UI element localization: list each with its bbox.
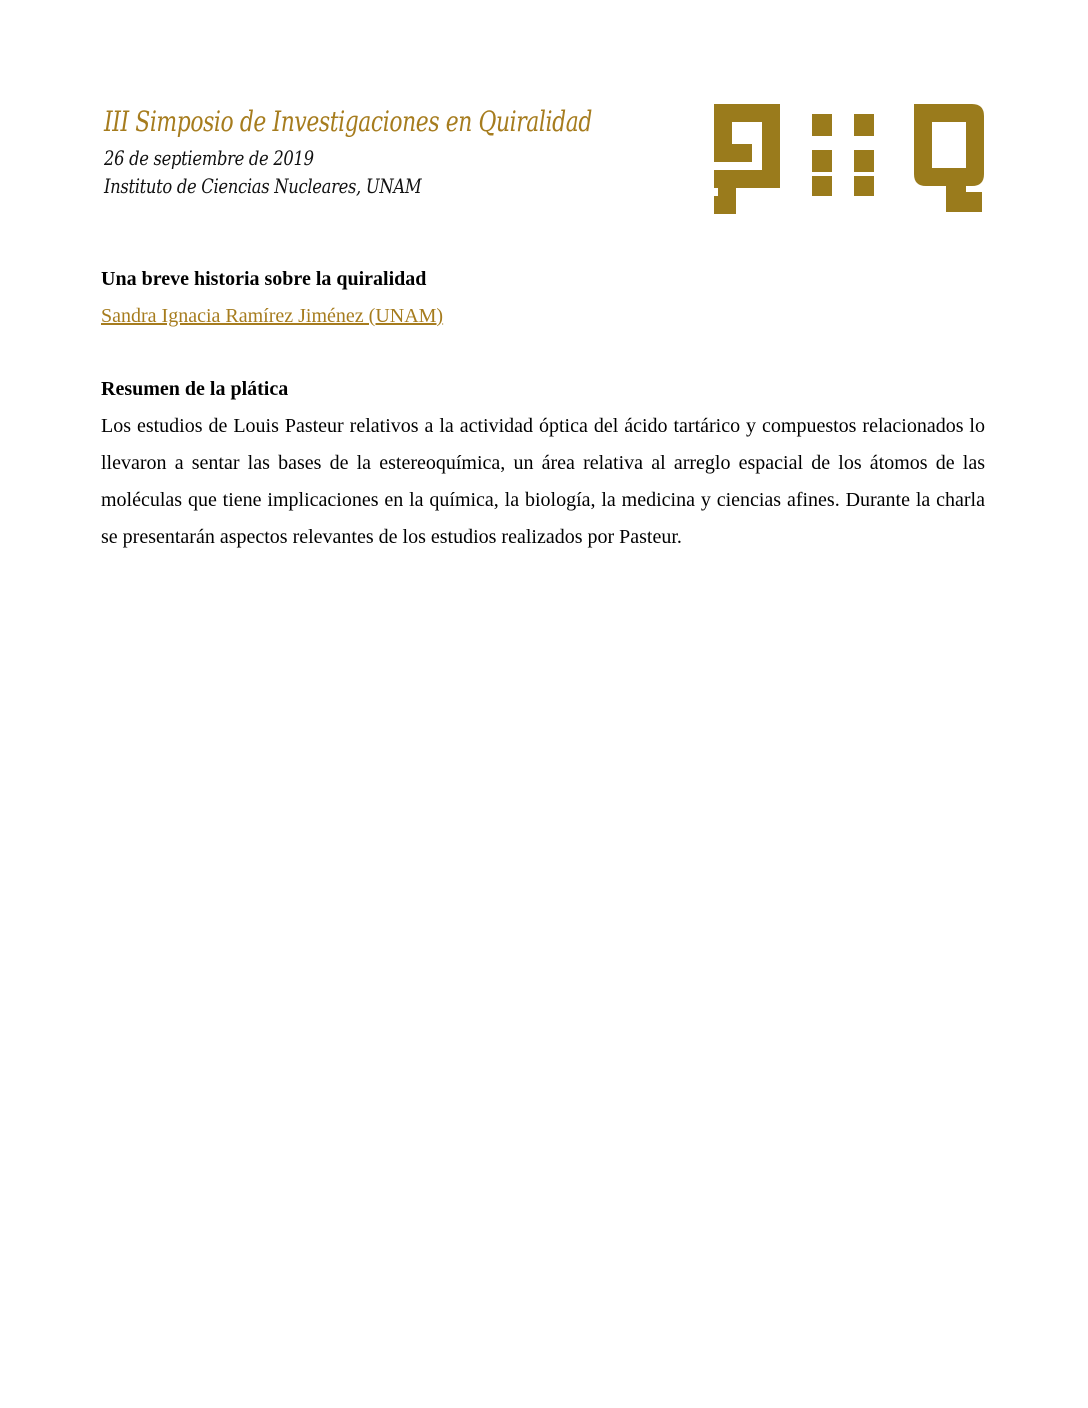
event-title: III Simposio de Investigaciones en Quiralidad (104, 105, 592, 138)
siq-logo-icon (714, 104, 984, 214)
abstract-heading: Resumen de la plática (101, 378, 289, 400)
talk-title: Una breve historia sobre la quiralidad (101, 268, 427, 290)
event-date: 26 de septiembre de 2019 (104, 146, 314, 170)
abstract-text: Los estudios de Louis Pasteur relativos a la actividad óptica del ácido tartárico y compuestos relacionados lo llevaron a sentar las bases de la estereoquímica, un área relativa al arreglo espacial de los átomos de las moléculas que tiene implicaciones en la química, la biología, la medicina y ciencias afines. Durante la charla se presentarán aspectos relevantes de los estudios realizados por Pasteur. (101, 415, 985, 548)
event-venue: Instituto de Ciencias Nucleares, UNAM (104, 174, 422, 198)
author-link[interactable]: Sandra Ignacia Ramírez Jiménez (UNAM) (101, 305, 444, 327)
talk-content (101, 264, 985, 556)
event-header (104, 100, 664, 200)
